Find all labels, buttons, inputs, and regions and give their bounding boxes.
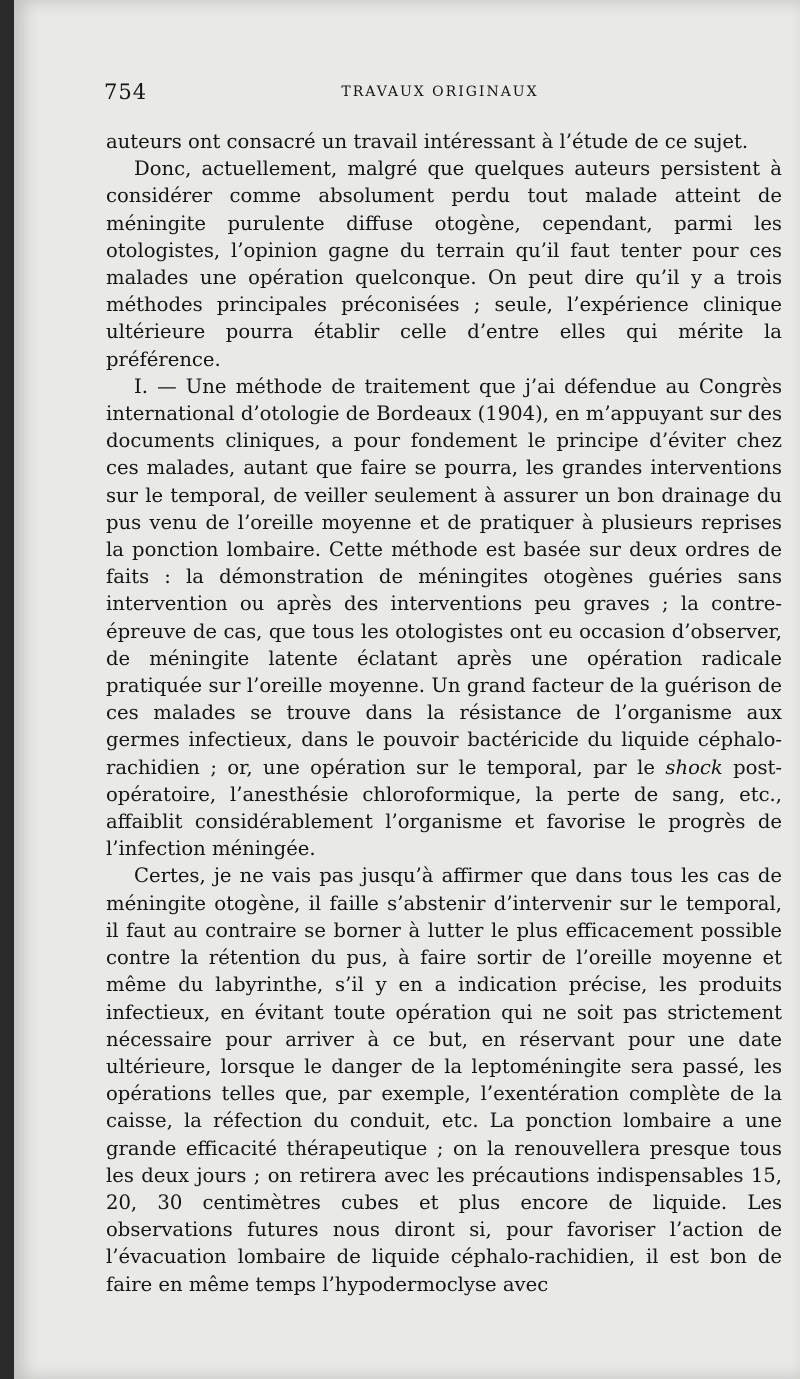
page-number: 754: [104, 80, 148, 104]
running-head: TRAVAUX ORIGINAUX: [341, 84, 539, 100]
paragraph-method-one-text: I. — Une méthode de traitement que j’ai défendue au Congrès international d’otologie de Bordeaux (1904), en m’appuyant sur des documents cliniques, a pour fondement le principe d’éviter chez ces malades, autant que faire se pourra, les grandes interventions sur le temporal, de veiller seulement à assurer un bon drainage du pus venu de l’oreille moyenne et de pratiquer à plusieurs reprises la ponction lombaire. Cette méthode est basée sur deux ordres de faits : la démonstration de méningites otogènes guéries sans intervention ou après des interventions peu graves ; la contre-épreuve de cas, que tous les otologistes ont eu occasion d’observer, de méningite latente éclatant après une opération radicale pratiquée sur l’oreille moyenne. Un grand facteur de la guérison de ces malades se trouve dans la résistance de l’organisme aux germes infectieux, dans le pouvoir bactéricide du liquide céphalo-rachidien ; or, une opération sur le temporal, par le: [106, 374, 782, 779]
paragraph-certes: Certes, je ne vais pas jusqu’à affirmer que dans tous les cas de méningite otogène, il faille s’abstenir d’intervenir sur le temporal, il faut au contraire se borner à lutter le plus efficacement possible contre la rétention du pus, à faire sortir de l’oreille moyenne et même du labyrinthe, s’il y en a indication précise, les produits infectieux, en évitant toute opération qui ne soit pas strictement nécessaire pour arriver à ce but, en réservant pour une date ultérieure, lorsque le danger de la leptoméningite sera passé, les opérations telles que, par exemple, l’exentération complète de la caisse, la réfection du conduit, etc. La ponction lombaire a une grande efficacité thérapeutique ; on la renouvellera presque tous les deux jours ; on retirera avec les précautions indispensables 15, 20, 30 centimètres cubes et plus encore de liquide. Les observations futures nous diront si, pour favoriser l’action de l’évacuation lombaire de liquide céphalo-rachidien, il est bon de faire en même temps l’hypodermoclyse avec: [106, 864, 782, 1296]
paragraph-continuation: auteurs ont consacré un travail intéressant à l’étude de ce sujet.: [106, 130, 749, 153]
paragraph-method-one: [106, 373, 782, 863]
paragraph-donc: Donc, actuellement, malgré que quelques auteurs persistent à considérer comme absolument perdu tout malade atteint de méningite purulente diffuse otogène, cependant, parmi les otologistes, l’opinion gagne du terrain qu’il faut tenter pour ces malades une opération quelconque. On peut dire qu’il y a trois méthodes principales préconisées ; seule, l’expérience clinique ultérieure pourra établir celle d’entre elles qui mérite la préférence.: [106, 157, 782, 371]
emphasis-shock: shock: [665, 755, 723, 779]
page-header: [104, 80, 776, 106]
body-text: [106, 128, 782, 1298]
paragraph-method-one-text-end: post-opératoire, l’anesthésie chloroformique, la perte de sang, etc., affaiblit considérablement l’organisme et favorise le progrès de l’infection méningée.: [106, 755, 783, 861]
book-page: [14, 0, 800, 1379]
